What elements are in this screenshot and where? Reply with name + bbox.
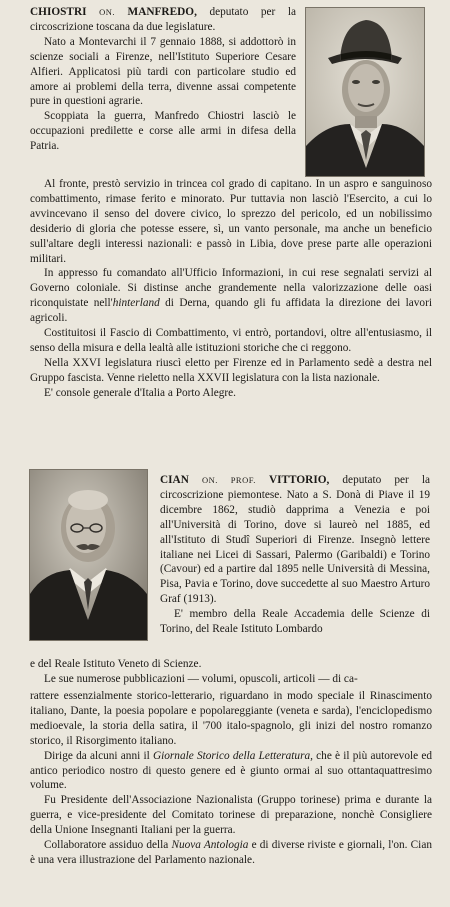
bio-cian-intro — [160, 473, 430, 637]
italic-title: Giornale Storico della Letteratura, — [152, 749, 313, 762]
heading-lead: deputato per la circoscrizione toscana da due legislature. — [30, 6, 297, 33]
bio-chiostri-continued — [30, 177, 432, 401]
surname: CIAN — [160, 474, 189, 486]
bio-heading — [30, 5, 296, 35]
paragraph-text: e del Reale Istituto Veneto di Scienze. — [30, 658, 202, 670]
portrait-photo-chiostri — [306, 8, 424, 176]
paragraph: E' console generale d'Italia a Porto Alegre. — [44, 386, 236, 399]
honorific: ON. — [99, 7, 115, 17]
paragraph: Scoppiata la guerra, Manfredo Chiostri lasciò le occupazioni predilette e corse alle armi in difesa della Patria. — [30, 110, 296, 153]
heading-lead: deputato per la circoscrizione piemontese. Nato a S. Donà di Piave il 19 dicembre 1862, studiò dapprima a Venezia e poi all'Università di Torino, dove si laureò nel 1885, ed all'Istituto di Studî Superiori di Firenze. Insegnò lettere italiane nei Licei di Sassari, Palermo (Garibaldi) e Torino (Cavour) ed a partire dal 1895 nelle Università di Messina, Pisa, Pavia e Torino, dove succedette al suo Maestro Arturo Graf (1913). — [160, 474, 430, 606]
paragraph: E' membro della Reale Accademia delle Scienze di Torino, del Reale Istituto Lombardo — [160, 608, 430, 636]
surname: CHIOSTRI — [30, 6, 87, 18]
paragraph: Fu Presidente dell'Associazione Nazionalista (Gruppo torinese) prima e durante la guerra, e vice-presidente del Comitato torinese di preparazione, nonchè Consigliere della Unione Insegnanti Italiani per la guerra. — [30, 794, 432, 837]
paragraph: Le sue numerose pubblicazioni — volumi, opuscoli, articoli — di ca- — [44, 672, 358, 685]
honorific: ON. PROF. — [201, 475, 256, 485]
portrait-image — [306, 8, 424, 176]
paragraph-text: rattere essenzialmente storico-letterario, riguardano in modo speciale il Rinascimento italiano, Dante, la poesia popolare e popolareggiante (veneta e sarda), l'enciclopedismo medioevale, la storia della satira, il '700 italo-spagnolo, gli inizi del nostro romanzo storico, il Risorgimento italiano. — [30, 690, 432, 747]
given-name: MANFREDO, — [127, 6, 197, 18]
paragraph — [30, 266, 432, 326]
paragraph: Costituitosi il Fascio di Combattimento, vi entrò, portandovi, oltre all'entusiasmo, il senso della misura e della lealtà alle istituzioni storiche che ci reggono. — [30, 327, 432, 354]
paragraph-text: che è il più autorevole ed antico periodico nostro di questo genere ed è giunto ormai al suo ottantaquattresimo volume. — [30, 749, 433, 792]
paragraph-text: di Derna, quando gli fu affidata la direzione dei lavori agricoli. — [30, 297, 432, 325]
paragraph-text: Collaboratore assiduo della — [44, 839, 172, 852]
paragraph: Nato a Montevarchi il 7 gennaio 1888, si addottorò in scienze sociali a Firenze, nell'Istituto Superiore Cesare Alfieri. Applicatosi più tardi con particolare studio ed amore ai problemi della terra, divenne assai competente pure in questioni agrarie. — [30, 35, 296, 108]
paragraph: Al fronte, prestò servizio in trincea col grado di capitano. In un aspro e sanguinoso combattimento, rimase ferito e minorato. Pur tuttavia non lasciò l'Esercito, a cui lo avvincevano il senso del dovere civico, lo sprezzo del pericolo, ed un nobilissimo desiderio di gloria che potesse essere, sì, un vanto personale, ma anche un beneficio sull'altare degli interessi nazionali: e passò in Libia, dove prese parte alle operazioni militari. — [30, 178, 432, 265]
bio-cian-wide-lines — [30, 657, 432, 687]
italic-title: Nuova Antologia — [171, 839, 249, 852]
paragraph-text: Dirige da alcuni anni il — [44, 749, 153, 762]
paragraph — [30, 838, 432, 868]
italic-term: hinterland — [112, 297, 160, 310]
bio-heading — [160, 473, 430, 607]
given-name: VITTORIO, — [268, 474, 330, 486]
paragraph — [30, 749, 432, 794]
portrait-image — [30, 470, 147, 640]
bio-cian-continued — [30, 689, 432, 868]
portrait-photo-cian — [30, 470, 147, 640]
paragraph-text: e di diverse riviste e giornali, l'on. Cian è una vera illustrazione del Parlamento nazionale. — [30, 839, 432, 866]
paragraph-text: In appresso fu comandato all'Ufficio Informazioni, in cui rese segnalati servizi al Governo coloniale. Si distinse anche grandemente nella valorizzazione delle oasi riconquistate nell' — [30, 267, 432, 310]
paragraph: Nella XXVI legislatura riuscì eletto per Firenze ed in Parlamento sedè a destra nel Gruppo fascista. Venne rieletto nella XXVII legislatura con la lista nazionale. — [30, 356, 432, 384]
bio-chiostri-intro — [30, 5, 296, 154]
